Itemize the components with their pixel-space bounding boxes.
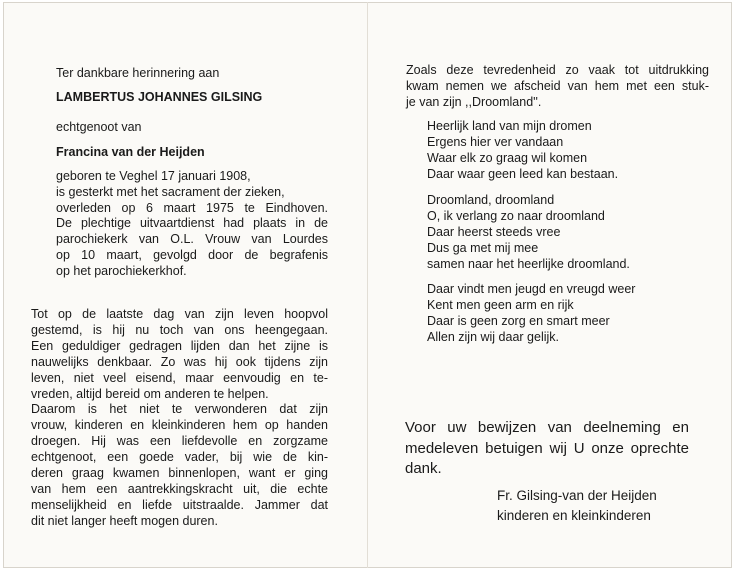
deceased-name: LAMBERTUS JOHANNES GILSING xyxy=(56,90,263,104)
tribute-line: Een geduldiger gedragen lijden dan het zijne is xyxy=(31,338,328,353)
poem-stanza-2 xyxy=(427,193,630,273)
poem-line: Waar elk zo graag wil komen xyxy=(427,150,588,165)
poem-line: Ergens hier ver vandaan xyxy=(427,134,564,149)
tribute-line: deren graag kwamen binnenlopen, want er ging xyxy=(31,466,328,481)
tribute-line: droegen. Hij was een liefdevolle en zorgzame xyxy=(31,434,328,449)
poem-line: O, ik verlang zo naar droomland xyxy=(427,208,605,223)
thanks-line: Voor uw bewijzen van deelneming en xyxy=(405,419,689,436)
tribute-line: menselijkheid en liefde uitstraalde. Jammer dat xyxy=(31,497,328,512)
spouse-name: Francina van der Heijden xyxy=(56,145,205,159)
card-fold-line xyxy=(367,2,368,568)
poem-intro-line: kwam nemen we afscheid van hem met een stuk- xyxy=(406,78,709,93)
family-signature xyxy=(497,486,657,526)
poem-stanza-1 xyxy=(427,119,618,183)
poem-line: samen naar het heerlijke droomland. xyxy=(427,256,630,271)
tribute-line: vrouw, kinderen en kleinkinderen hem op handen xyxy=(31,418,328,433)
details-line: geboren te Veghel 17 januari 1908, xyxy=(56,169,251,183)
poem-line: Droomland, droomland xyxy=(427,193,555,207)
tribute-line: vreden, altijd bereid om anderen te helpen. xyxy=(31,386,269,401)
thanks-text xyxy=(405,418,689,480)
tribute-line: Tot op de laatste dag van zijn leven hoopvol xyxy=(31,307,328,321)
tribute-line: gestemd, is hij nu toch van ons heengegaan. xyxy=(31,322,328,337)
details-line: op het parochiekerkhof. xyxy=(56,263,187,278)
intro-text: Ter dankbare herinnering aan xyxy=(56,66,220,80)
poem-line: Daar vindt men jeugd en vreugd weer xyxy=(427,282,636,296)
poem-stanza-3 xyxy=(427,282,635,346)
thanks-line: dank. xyxy=(405,460,442,477)
poem-line: Daar waar geen leed kan bestaan. xyxy=(427,166,619,181)
poem-line: Kent men geen arm en rijk xyxy=(427,297,574,312)
tribute-line: Daarom is het niet te verwonderen dat zijn xyxy=(31,402,328,417)
poem-line: Daar heerst steeds vree xyxy=(427,224,561,239)
life-details xyxy=(56,169,328,280)
poem-line: Allen zijn wij daar gelijk. xyxy=(427,329,560,344)
poem-intro-line: Zoals deze tevredenheid zo vaak tot uitdrukking xyxy=(406,63,709,77)
poem-intro xyxy=(406,63,709,111)
tribute-text xyxy=(31,307,328,530)
signature-line: kinderen en kleinkinderen xyxy=(497,508,651,523)
spouse-label: echtgenoot van xyxy=(56,120,142,134)
poem-intro-line: je van zijn ,,Droomland''. xyxy=(406,94,542,109)
details-line: is gesterkt met het sacrament der zieken, xyxy=(56,184,285,199)
tribute-line: van hem een aantrekkingskracht uit, die echte xyxy=(31,481,328,496)
details-line: De plechtige uitvaartdienst had plaats in de xyxy=(56,216,328,231)
tribute-line: leven, niet veel eisend, maar eenvoudig en te- xyxy=(31,370,328,385)
tribute-line: echtgenoot, een goede vader, bij wie de kin- xyxy=(31,450,328,465)
poem-line: Daar is geen zorg en smart meer xyxy=(427,313,610,328)
details-line: overleden op 6 maart 1975 te Eindhoven. xyxy=(56,200,328,215)
tribute-line: nauwelijks denkbaar. Zo was hij ook tijdens zijn xyxy=(31,354,328,369)
poem-line: Heerlijk land van mijn dromen xyxy=(427,119,592,133)
thanks-line: medeleven betuigen wij U onze oprechte xyxy=(405,439,689,457)
signature-line: Fr. Gilsing-van der Heijden xyxy=(497,488,657,503)
details-line: parochiekerk van O.L. Vrouw van Lourdes xyxy=(56,232,328,247)
poem-line: Dus ga met mij mee xyxy=(427,240,539,255)
tribute-line: dit niet langer heeft mogen duren. xyxy=(31,513,218,528)
details-line: op 10 maart, gevolgd door de begrafenis xyxy=(56,247,328,262)
